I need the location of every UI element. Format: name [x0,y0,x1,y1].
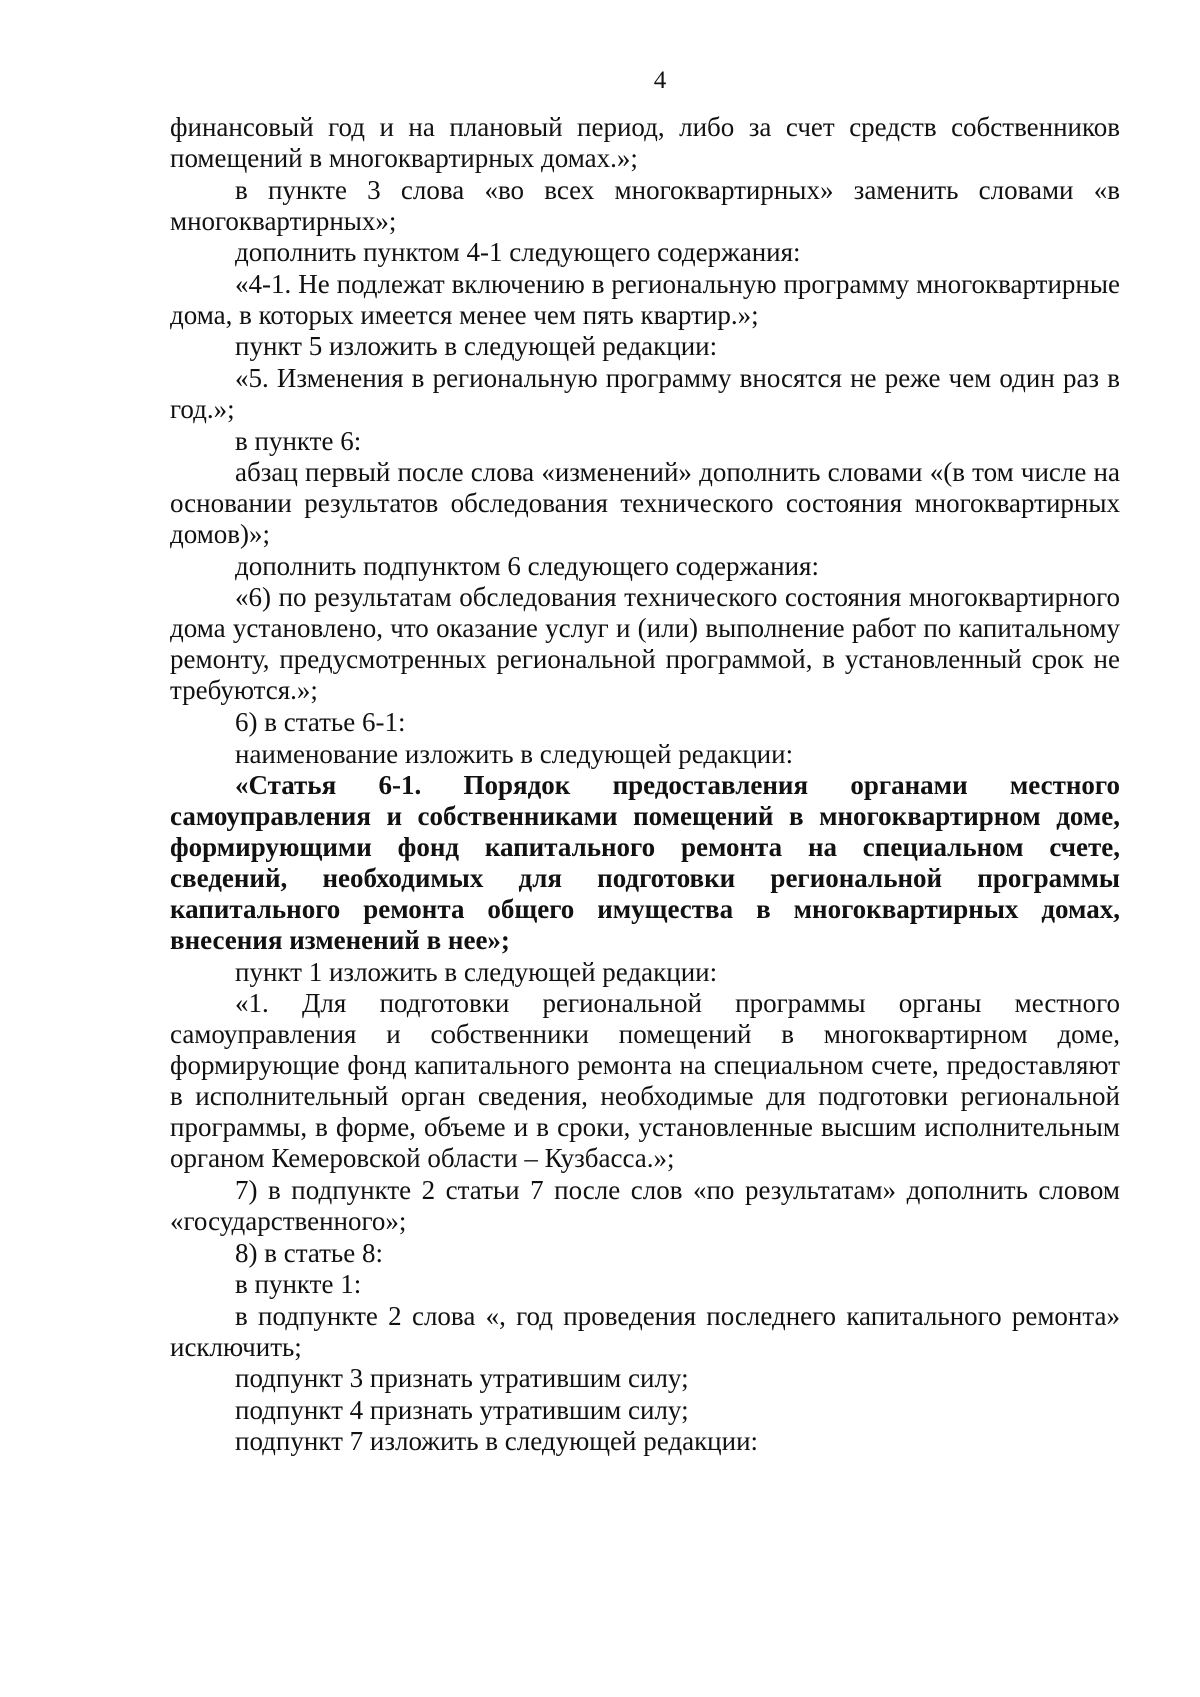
body-paragraph: «5. Изменения в региональную программу вносятся не реже чем один раз в год.»; [170,362,1120,424]
body-paragraph: подпункт 7 изложить в следующей редакции: [235,1426,759,1457]
body-paragraph: «6) по результатам обследования технического состояния многоквартирного дома установлено, что оказание услуг и (или) выполнение работ по капитальному ремонту, предусмотренных региональной программой, в установленный срок не требуются.»; [170,582,1120,706]
body-paragraph: наименование изложить в следующей редакции: [235,738,794,769]
body-paragraph: подпункт 4 признать утратившим силу; [235,1394,689,1425]
body-paragraph: в пункте 3 слова «во всех многоквартирных» заменить словами «в многоквартирных»; [170,174,1120,236]
body-paragraph: дополнить подпунктом 6 следующего содержания: [235,550,819,581]
body-paragraph: в пункте 1: [235,1269,362,1300]
body-paragraph: абзац первый после слова «изменений» дополнить словами «(в том числе на основании результатов обследования технического состояния многоквартирных домов)»; [170,457,1120,550]
body-paragraph: пункт 5 изложить в следующей редакции: [235,331,718,362]
body-paragraph: 8) в статье 8: [235,1237,383,1268]
body-paragraph: финансовый год и на плановый период, либо за счет средств собственников помещений в многоквартирных домах.»; [170,112,1120,173]
body-paragraph: подпункт 3 признать утратившим силу; [235,1363,689,1394]
article-heading-paragraph: «Статья 6-1. Порядок предоставления органами местного самоуправления и собственниками помещений в многоквартирном доме, формирующими фонд капитального ремонта на специальном счете, сведений, необходимых для подготовки региональной программы капитального ремонта общего имущества в многоквартирных домах, внесения изменений в нее»; [170,770,1120,956]
body-paragraph: в пункте 6: [235,425,362,456]
document-body [170,112,1120,1458]
body-paragraph: 6) в статье 6-1: [235,706,406,737]
body-paragraph: дополнить пунктом 4-1 следующего содержания: [235,237,801,268]
body-paragraph: «1. Для подготовки региональной программы органы местного самоуправления и собственники помещений в многоквартирном доме, формирующие фонд капитального ремонта на специальном счете, предоставляют в исполнительный орган сведения, необходимые для подготовки региональной программы, в форме, объеме и в сроки, установленные высшим исполнительным органом Кемеровской области – Кузбасса.»; [170,988,1120,1174]
body-paragraph: пункт 1 изложить в следующей редакции: [235,956,718,987]
body-paragraph: «4-1. Не подлежат включению в региональную программу многоквартирные дома, в которых имеется менее чем пять квартир.»; [170,268,1120,330]
body-paragraph: 7) в подпункте 2 статьи 7 после слов «по результатам» дополнить словом «государственного»; [170,1174,1120,1236]
page-number: 4 [653,67,667,94]
body-paragraph: в подпункте 2 слова «, год проведения последнего капитального ремонта» исключить; [170,1300,1120,1362]
